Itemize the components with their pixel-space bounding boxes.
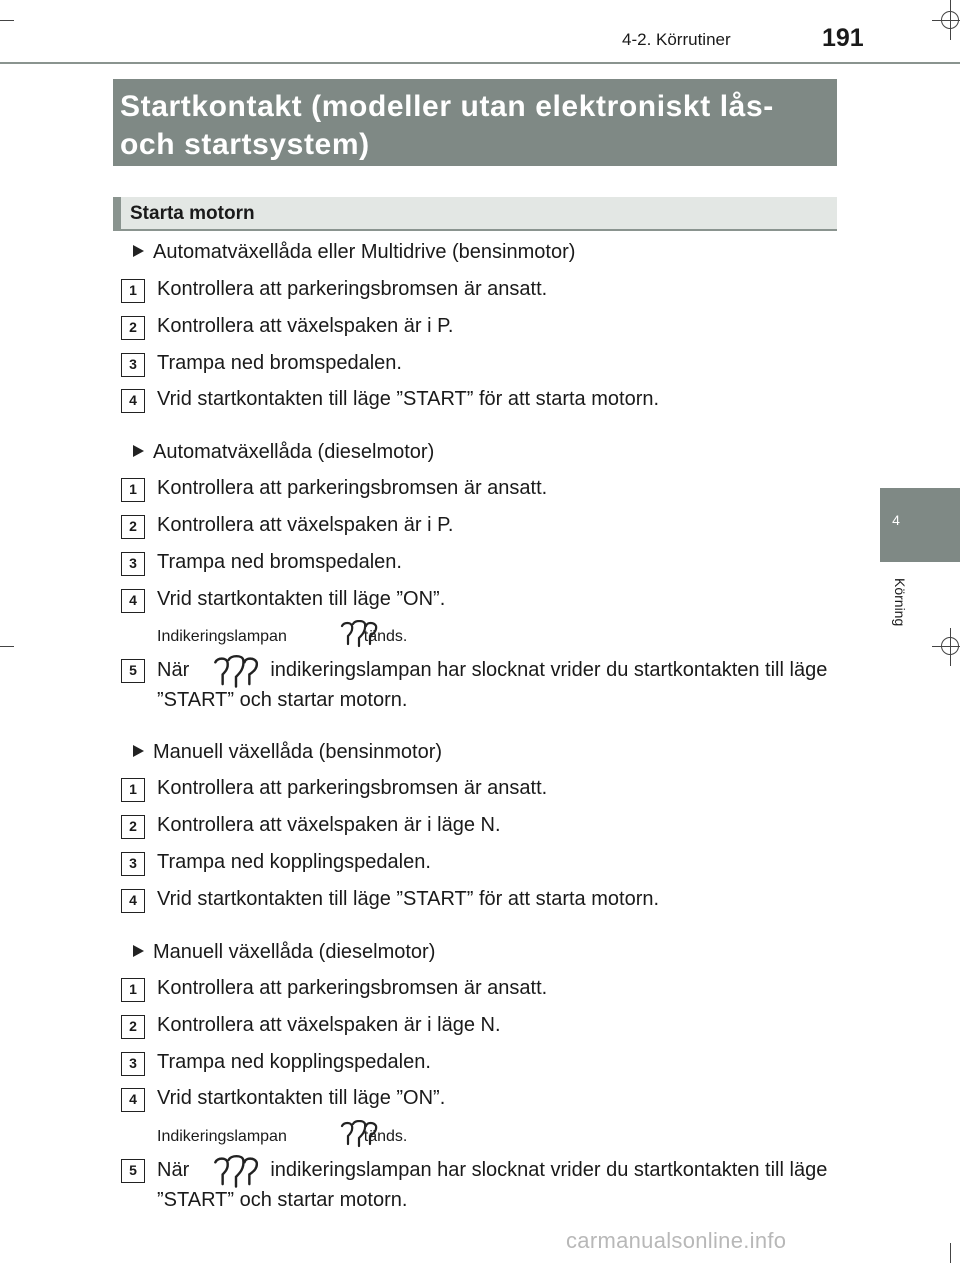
glow-plug-indicator-icon (339, 620, 379, 648)
step-text: Kontrollera att växelspaken är i läge N. (157, 814, 501, 836)
page-header (0, 0, 960, 64)
header-rule (0, 62, 960, 64)
step-number: 1 (121, 478, 145, 502)
step-text: Trampa ned kopplingspedalen. (157, 1051, 431, 1073)
step-number: 3 (121, 552, 145, 576)
step-text: Kontrollera att växelspaken är i P. (157, 514, 454, 536)
step-text: Vrid startkontakten till läge ”START” för att starta motorn. (157, 388, 660, 410)
step-number: 1 (121, 778, 145, 802)
step-number: 4 (121, 889, 145, 913)
triangle-bullet-icon (133, 945, 144, 957)
section-title: Automatväxellåda eller Multidrive (bensinmotor) (133, 241, 575, 264)
step-number: 5 (121, 1159, 145, 1183)
page-title-box (113, 79, 837, 166)
step-number: 3 (121, 852, 145, 876)
section-label: 4-2. Körrutiner (622, 30, 731, 49)
step-number: 5 (121, 659, 145, 683)
triangle-bullet-icon (133, 445, 144, 457)
step-text: Trampa ned kopplingspedalen. (157, 851, 431, 873)
chapter-tab-label: Körning (892, 578, 908, 627)
step-number: 1 (121, 279, 145, 303)
step-number: 1 (121, 978, 145, 1002)
section-title: Manuell växellåda (bensinmotor) (133, 741, 442, 764)
indicator-note: Indikeringslampan tänds. (157, 1128, 408, 1145)
step-number: 3 (121, 353, 145, 377)
section-title: Automatväxellåda (dieselmotor) (133, 441, 434, 464)
step-text: Kontrollera att parkeringsbromsen är ansatt. (157, 777, 548, 799)
step-number: 2 (121, 515, 145, 539)
step-text: Kontrollera att parkeringsbromsen är ansatt. (157, 477, 548, 499)
step-text: Trampa ned bromspedalen. (157, 352, 402, 374)
indicator-note: Indikeringslampan tänds. (157, 628, 408, 645)
step-text: Vrid startkontakten till läge ”START” för att starta motorn. (157, 888, 660, 910)
step-text: Kontrollera att växelspaken är i P. (157, 315, 454, 337)
crop-mark (0, 646, 14, 647)
step-number: 2 (121, 815, 145, 839)
step-number: 4 (121, 389, 145, 413)
section-title: Manuell växellåda (dieselmotor) (133, 941, 435, 964)
subheading: Starta motorn (130, 203, 255, 224)
subheading-box (113, 197, 837, 231)
step-number: 4 (121, 589, 145, 613)
step-text: Kontrollera att växelspaken är i läge N. (157, 1014, 501, 1036)
triangle-bullet-icon (133, 245, 144, 257)
triangle-bullet-icon (133, 745, 144, 757)
page-title: Startkontakt (modeller utan elektroniskt lås- och startsystem) (120, 90, 774, 161)
page-number: 191 (822, 24, 864, 52)
crop-mark (950, 628, 951, 666)
glow-plug-indicator-icon (211, 1155, 261, 1189)
step-number: 2 (121, 316, 145, 340)
step-text: Kontrollera att parkeringsbromsen är ansatt. (157, 977, 548, 999)
step-number: 2 (121, 1015, 145, 1039)
step-text: Kontrollera att parkeringsbromsen är ansatt. (157, 278, 548, 300)
crop-mark (950, 1243, 951, 1263)
step-text: Trampa ned bromspedalen. (157, 551, 402, 573)
chapter-tab-number: 4 (892, 512, 900, 528)
watermark: carmanualsonline.info (566, 1228, 787, 1253)
glow-plug-indicator-icon (339, 1120, 379, 1148)
step-text: Vrid startkontakten till läge ”ON”. (157, 1087, 446, 1109)
step-number: 4 (121, 1088, 145, 1112)
glow-plug-indicator-icon (211, 655, 261, 689)
step-text: När indikeringslampan har slocknat vrider du startkontakten till läge ”START” och startar motorn. (157, 659, 828, 711)
step-text: Vrid startkontakten till läge ”ON”. (157, 588, 446, 610)
step-number: 3 (121, 1052, 145, 1076)
step-text: När indikeringslampan har slocknat vrider du startkontakten till läge ”START” och startar motorn. (157, 1159, 828, 1211)
